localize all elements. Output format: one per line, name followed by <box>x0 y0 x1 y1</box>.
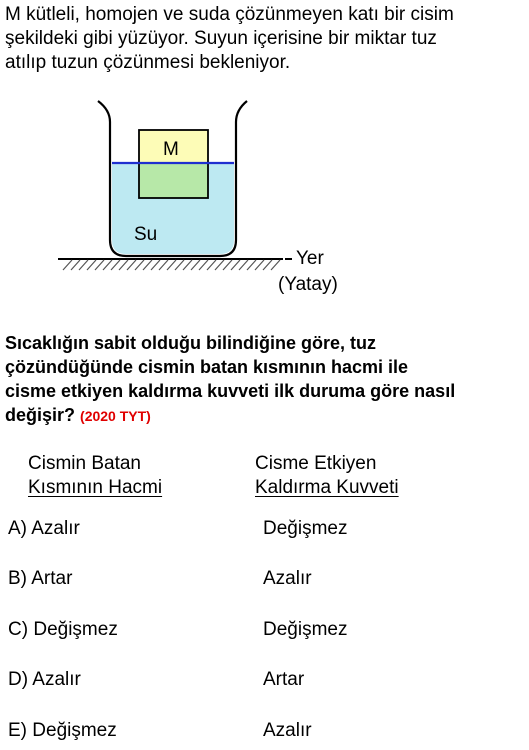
option-value: Artar <box>31 568 73 589</box>
hatch-stroke <box>79 260 88 270</box>
hatch-stroke <box>127 260 136 270</box>
hatch-stroke <box>255 260 264 270</box>
option-e-left[interactable] <box>8 719 117 743</box>
object-below-water <box>139 163 208 198</box>
hatch-stroke <box>191 260 200 270</box>
question-line: cisme etkiyen kaldırma kuvveti ilk duruma göre nasıl <box>5 381 456 401</box>
option-a-right: Değişmez <box>263 518 348 539</box>
right-column-heading <box>255 452 399 500</box>
option-e-right: Azalır <box>263 720 312 741</box>
hatch-stroke <box>103 260 112 270</box>
option-b-left[interactable] <box>8 567 72 591</box>
hatch-stroke <box>223 260 232 270</box>
object-label: M <box>163 139 179 160</box>
ground-sublabel: (Yatay) <box>278 274 338 295</box>
hatch-stroke <box>95 260 104 270</box>
hatch-stroke <box>207 260 216 270</box>
ground-hatching <box>63 260 280 270</box>
hatch-stroke <box>215 260 224 270</box>
option-c-left[interactable] <box>8 618 118 642</box>
hatch-stroke <box>175 260 184 270</box>
question-last-line: değişir? <box>5 405 76 425</box>
option-d-left[interactable] <box>8 668 81 692</box>
question-text <box>5 331 525 428</box>
hatch-stroke <box>143 260 152 270</box>
beaker-figure <box>0 0 529 310</box>
intro-line: M kütleli, homojen ve suda çözünmeyen katı bir cisim <box>5 4 454 25</box>
option-b-right: Azalır <box>263 568 312 589</box>
hatch-stroke <box>199 260 208 270</box>
intro-line: şekildeki gibi yüzüyor. Suyun içerisine bir miktar tuz <box>5 28 437 49</box>
option-key: A) <box>8 518 27 539</box>
option-key: B) <box>8 568 27 589</box>
left-column-heading <box>28 452 162 500</box>
right-heading-line: Kaldırma Kuvveti <box>255 477 399 498</box>
question-line <box>5 403 525 428</box>
source-badge: (2020 TYT) <box>80 408 151 424</box>
hatch-stroke <box>239 260 248 270</box>
hatch-stroke <box>271 260 280 270</box>
hatch-stroke <box>111 260 120 270</box>
hatch-stroke <box>231 260 240 270</box>
option-key: E) <box>8 720 27 741</box>
option-value: Değişmez <box>32 720 117 741</box>
option-c-right: Değişmez <box>263 619 348 640</box>
option-d-right: Artar <box>263 669 305 690</box>
left-heading-line: Cismin Batan <box>28 453 141 474</box>
hatch-stroke <box>247 260 256 270</box>
right-heading-line: Cisme Etkiyen <box>255 453 377 474</box>
option-a-left[interactable] <box>8 517 80 541</box>
hatch-stroke <box>263 260 272 270</box>
hatch-stroke <box>167 260 176 270</box>
question-line: çözündüğünde cismin batan kısmının hacmi ile <box>5 357 409 377</box>
hatch-stroke <box>63 260 72 270</box>
hatch-stroke <box>159 260 168 270</box>
option-key: C) <box>8 619 29 640</box>
left-heading-line: Kısmının Hacmi <box>28 477 163 498</box>
question-line: Sıcaklığın sabit olduğu bilindiğine göre, tuz <box>5 333 377 353</box>
hatch-stroke <box>135 260 144 270</box>
option-value: Azalır <box>32 669 81 690</box>
hatch-stroke <box>119 260 128 270</box>
option-value: Azalır <box>31 518 80 539</box>
hatch-stroke <box>151 260 160 270</box>
ground-label: Yer <box>296 248 324 269</box>
intro-line: atılıp tuzun çözünmesi bekleniyor. <box>5 52 291 73</box>
hatch-stroke <box>183 260 192 270</box>
option-key: D) <box>8 669 29 690</box>
water-label: Su <box>134 224 158 245</box>
hatch-stroke <box>71 260 80 270</box>
option-value: Değişmez <box>33 619 118 640</box>
hatch-stroke <box>87 260 96 270</box>
